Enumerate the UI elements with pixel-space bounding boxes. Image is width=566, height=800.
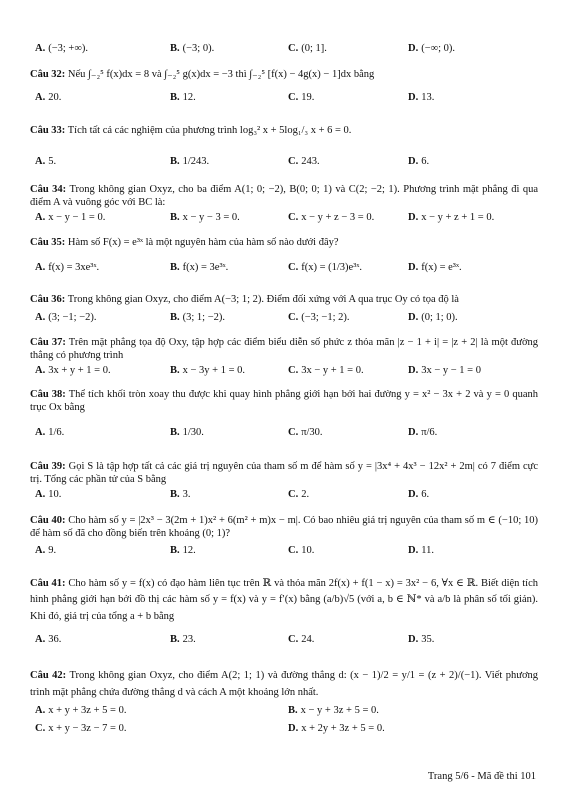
- question-33: Câu 33: Tích tất cả các nghiệm của phương trình log₃² x + 5log₁/₃ x + 6 = 0. A. 5. B. 1/243. C. 243. D. 6.: [30, 125, 430, 168]
- question-38: Câu 38: Thể tích khối tròn xoay thu được khi quay hình phẳng giới hạn bởi hai đường y = x² − 3x + 2 và y = 0 quanh trục Ox bằng A. 1/6. B. 1/30. C. π/30. D. π/6.: [30, 389, 538, 439]
- option-a: A. (−3; +∞).: [35, 43, 88, 54]
- question-34: Câu 34: Trong không gian Oxyz, cho ba điểm A(1; 0; −2), B(0; 0; 1) và C(2; −2; 1). Phương trình mặt phẳng đi qua điểm A và vuông góc với BC là: A. x − y − 1 = 0. B. x − y − 3 = 0. C. x − y + z − 3 = 0. D. x − y + z + 1 = 0.: [30, 184, 539, 224]
- option-d: D. (−∞; 0).: [408, 43, 456, 54]
- question-35: Câu 35: Hàm số F(x) = e³ˣ là một nguyên hàm của hàm số nào dưới đây? A. f(x) = 3xe³ˣ. B. f(x) = 3e³ˣ. C. f(x) = (1/3)e³ˣ. D. f(x) = e³ˣ.: [30, 237, 462, 274]
- option-b: B. (−3; 0).: [170, 43, 215, 54]
- question-39: Câu 39: Gọi S là tập hợp tất cả các giá trị nguyên của tham số m để hàm số y = |3x⁴ + 4x³ − 12x² + 2m| có 7 điểm cực trị. Tổng các phần tử của S bằng A. 10. B. 3. C. 2. D. 6.: [30, 461, 538, 501]
- question-40: Câu 40: Cho hàm số y = |2x³ − 3(2m + 1)x² + 6(m² + m)x − m|. Có bao nhiêu giá trị nguyên của tham số m ∈ (−10; 10) để hàm số đã cho đồng biến trên khoảng (0; 1)? A. 9. B. 12. C. 10. D. 11.: [30, 515, 539, 557]
- question-32: Câu 32: Nếu ∫₋₂⁵ f(x)dx = 8 và ∫₋₂⁵ g(x)dx = −3 thì ∫₋₂⁵ [f(x) − 4g(x) − 1]dx bằng A. 20. B. 12. C. 19. D. 13.: [30, 69, 435, 104]
- question-36: Câu 36: Trong không gian Oxyz, cho điểm A(−3; 1; 2). Điểm đối xứng với A qua trục Oy có tọa độ là A. (3; −1; −2). B. (3; 1; −2). C. (−3; −1; 2). D. (0; 1; 0).: [30, 294, 459, 324]
- question-31-options: [30, 40, 538, 58]
- page-footer: Trang 5/6 - Mã đề thi 101: [427, 771, 536, 782]
- option-c: C. (0; 1].: [288, 43, 327, 54]
- question-37: Câu 37: Trên mặt phẳng tọa độ Oxy, tập hợp các điểm biểu diễn số phức z thỏa mãn |z − 1 + i| = |z + 2| là một đường thẳng có phương trình A. 3x + y + 1 = 0. B. x − 3y + 1 = 0. C. 3x − y + 1 = 0. D. 3x − y − 1 = 0: [30, 337, 539, 377]
- question-41: Câu 41: Cho hàm số y = f(x) có đạo hàm liên tục trên ℝ và thỏa mãn 2f(x) + f(1 − x) = 3x² − 6, ∀x ∈ ℝ. Biết diện tích hình phẳng giới hạn bởi đồ thị các hàm số y = f(x) và y = f′(x) bằng (a/b)√5 (với a, b ∈ ℕ* và a/b là phân số tối giản). Khi đó, giá trị của tổng a + b bằng A. 36. B. 23. C. 24. D. 35.: [30, 578, 538, 645]
- question-42: Câu 42: Trong không gian Oxyz, cho điểm A(2; 1; 1) và đường thẳng d: (x − 1)/2 = y/1 = (z + 2)/(−1). Viết phương trình mặt phẳng chứa đường thẳng d và cách A một khoảng lớn nhất. A. x + y + 3z + 5 = 0. B. x − y + 3z + 5 = 0. C. x + y − 3z − 7 = 0. D. x + 2y + 3z + 5 = 0.: [30, 670, 538, 734]
